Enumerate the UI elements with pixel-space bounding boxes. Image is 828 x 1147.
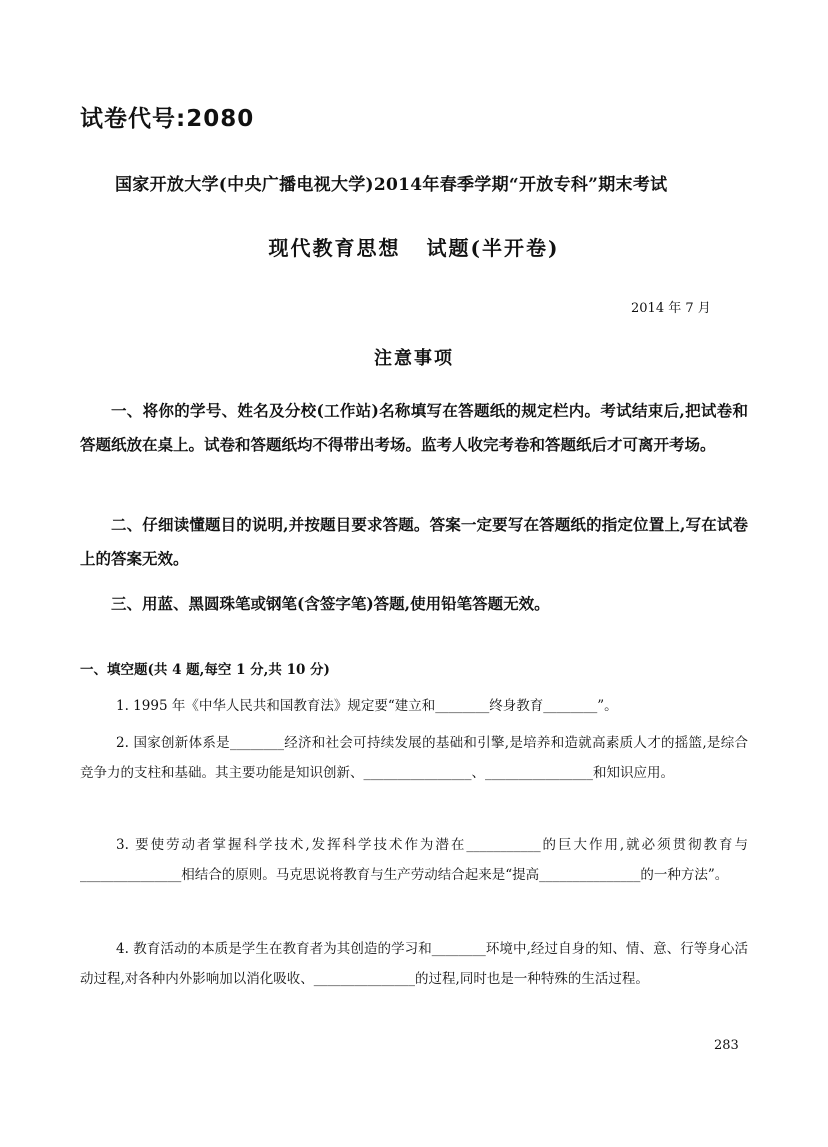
notice-item: 三、用蓝、黑圆珠笔或钢笔(含签字笔)答题,使用铅笔答题无效。 (111, 594, 550, 613)
notice-item: 二、仔细读懂题目的说明,并按题目要求答题。答案一定要写在答题纸的指定位置上,写在试卷上的答案无效。 (80, 515, 748, 568)
exam-code: 试卷代号:2080 (80, 106, 255, 132)
page-number: 283 (714, 1038, 739, 1053)
section-heading: 一、填空题(共 4 题,每空 1 分,共 10 分) (80, 662, 330, 678)
question-item: 2. 国家创新体系是________经济和社会可持续发展的基础和引擎,是培养和造就高素质人才的摇篮,是综合竞争力的支柱和基础。其主要功能是知识创新、________________、________________和知识应用。 (80, 735, 748, 781)
paper-title-sub: 试题(半开卷) (426, 236, 560, 260)
notice-item: 一、将你的学号、姓名及分校(工作站)名称填写在答题纸的规定栏内。考试结束后,把试卷和答题纸放在桌上。试卷和答题纸均不得带出考场。监考人收完考卷和答题纸后才可离开考场。 (80, 401, 748, 454)
paper-title-main: 现代教育思想 (268, 236, 401, 260)
exam-date: 2014 年 7 月 (631, 301, 711, 316)
notice-heading: 注意事项 (374, 348, 454, 369)
question-item: 3. 要使劳动者掌握科学技术,发挥科学技术作为潜在___________的巨大作用,就必须贯彻教育与_______________相结合的原则。马克思说将教育与生产劳动结合起来是“提高_______________的一种方法”。 (80, 837, 748, 883)
question-item: 1. 1995 年《中华人民共和国教育法》规定要“建立和________终身教育________”。 (116, 698, 618, 714)
exam-title-line: 国家开放大学(中央广播电视大学)2014年春季学期“开放专科”期末考试 (115, 175, 668, 195)
paper-title (0, 232, 828, 261)
question-item: 4. 教育活动的本质是学生在教育者为其创造的学习和________环境中,经过自身的知、情、意、行等身心活动过程,对各种内外影响加以消化吸收、_______________的过程,同时也是一种特殊的生活过程。 (80, 941, 748, 987)
